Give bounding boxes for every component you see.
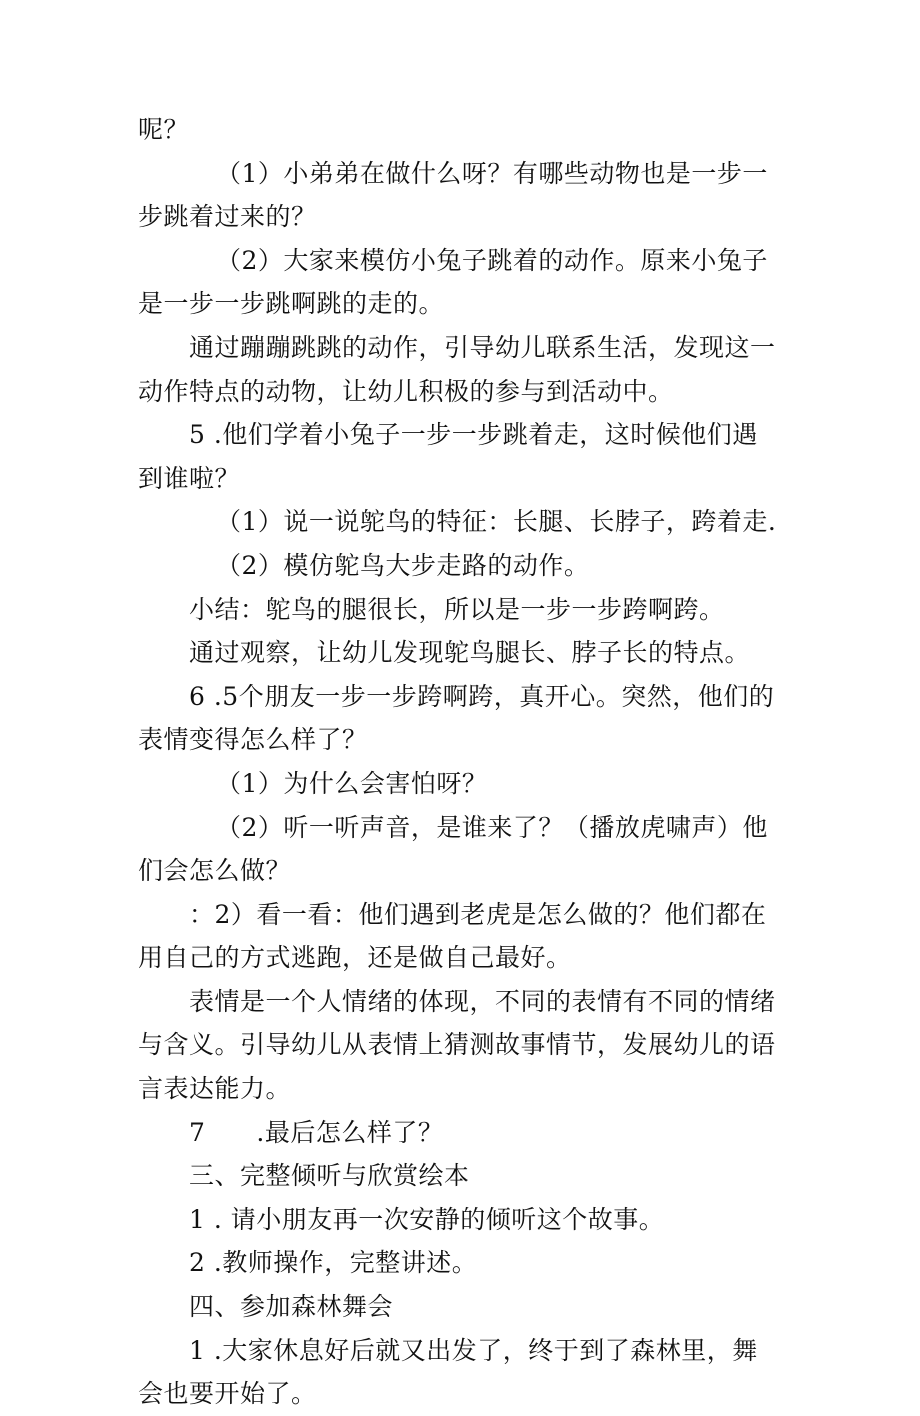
text-line: 到谁啦？ bbox=[138, 463, 241, 493]
text-line: 6 .5个朋友一步一步跨啊跨，真开心。突然，他们的 bbox=[189, 681, 775, 711]
text-line: 会也要开始了。 bbox=[138, 1379, 317, 1409]
text-line: 表情是一个人情绪的体现，不同的表情有不同的情绪 bbox=[189, 986, 776, 1016]
text-line: 呢？ bbox=[138, 115, 190, 144]
text-line: 7 .最后怎么样了？ bbox=[189, 1117, 444, 1147]
text-line: ：2）看一看：他们遇到老虎是怎么做的？他们都在 bbox=[189, 899, 767, 929]
text-line: （2）大家来模仿小兔子跳着的动作。原来小兔子 bbox=[216, 245, 768, 275]
text-line: （1）为什么会害怕呀？ bbox=[216, 768, 488, 798]
text-line: 言表达能力。 bbox=[138, 1074, 292, 1104]
section-heading: 四、参加森林舞会 bbox=[189, 1292, 394, 1322]
text-line: 1 . 请小朋友再一次安静的倾听这个故事。 bbox=[189, 1204, 665, 1234]
section-heading: 三、完整倾听与欣赏绘本 bbox=[189, 1161, 470, 1191]
text-line: 1 .大家休息好后就又出发了，终于到了森林里，舞 bbox=[189, 1335, 758, 1365]
text-line: （2）听一听声音，是谁来了？（播放虎啸声）他 bbox=[216, 812, 768, 842]
text-line: 动作特点的动物，让幼儿积极的参与到活动中。 bbox=[138, 376, 674, 406]
text-line: 步跳着过来的？ bbox=[138, 202, 317, 232]
text-line: 5 .他们学着小兔子一步一步跳着走，这时候他们遇 bbox=[189, 420, 758, 450]
text-line: （2）模仿鸵鸟大步走路的动作。 bbox=[216, 550, 590, 580]
text-line: 与含义。引导幼儿从表情上猜测故事情节，发展幼儿的语 bbox=[138, 1030, 776, 1060]
text-line: 表情变得怎么样了？ bbox=[138, 725, 368, 755]
text-line: 通过观察，让幼儿发现鸵鸟腿长、脖子长的特点。 bbox=[189, 638, 751, 668]
text-line: 2 .教师操作，完整讲述。 bbox=[189, 1248, 478, 1278]
text-line: 小结：鸵鸟的腿很长，所以是一步一步跨啊跨。 bbox=[189, 594, 725, 624]
text-line: 们会怎么做？ bbox=[138, 856, 292, 886]
text-line: （1）说一说鸵鸟的特征：长腿、长脖子，跨着走. bbox=[216, 507, 777, 537]
text-line: 通过蹦蹦跳跳的动作，引导幼儿联系生活，发现这一 bbox=[189, 332, 776, 362]
document-body bbox=[138, 108, 788, 1416]
text-line: （1）小弟弟在做什么呀？有哪些动物也是一步一 bbox=[216, 158, 768, 188]
text-line: 用自己的方式逃跑，还是做自己最好。 bbox=[138, 943, 572, 973]
text-line: 是一步一步跳啊跳的走的。 bbox=[138, 289, 445, 319]
